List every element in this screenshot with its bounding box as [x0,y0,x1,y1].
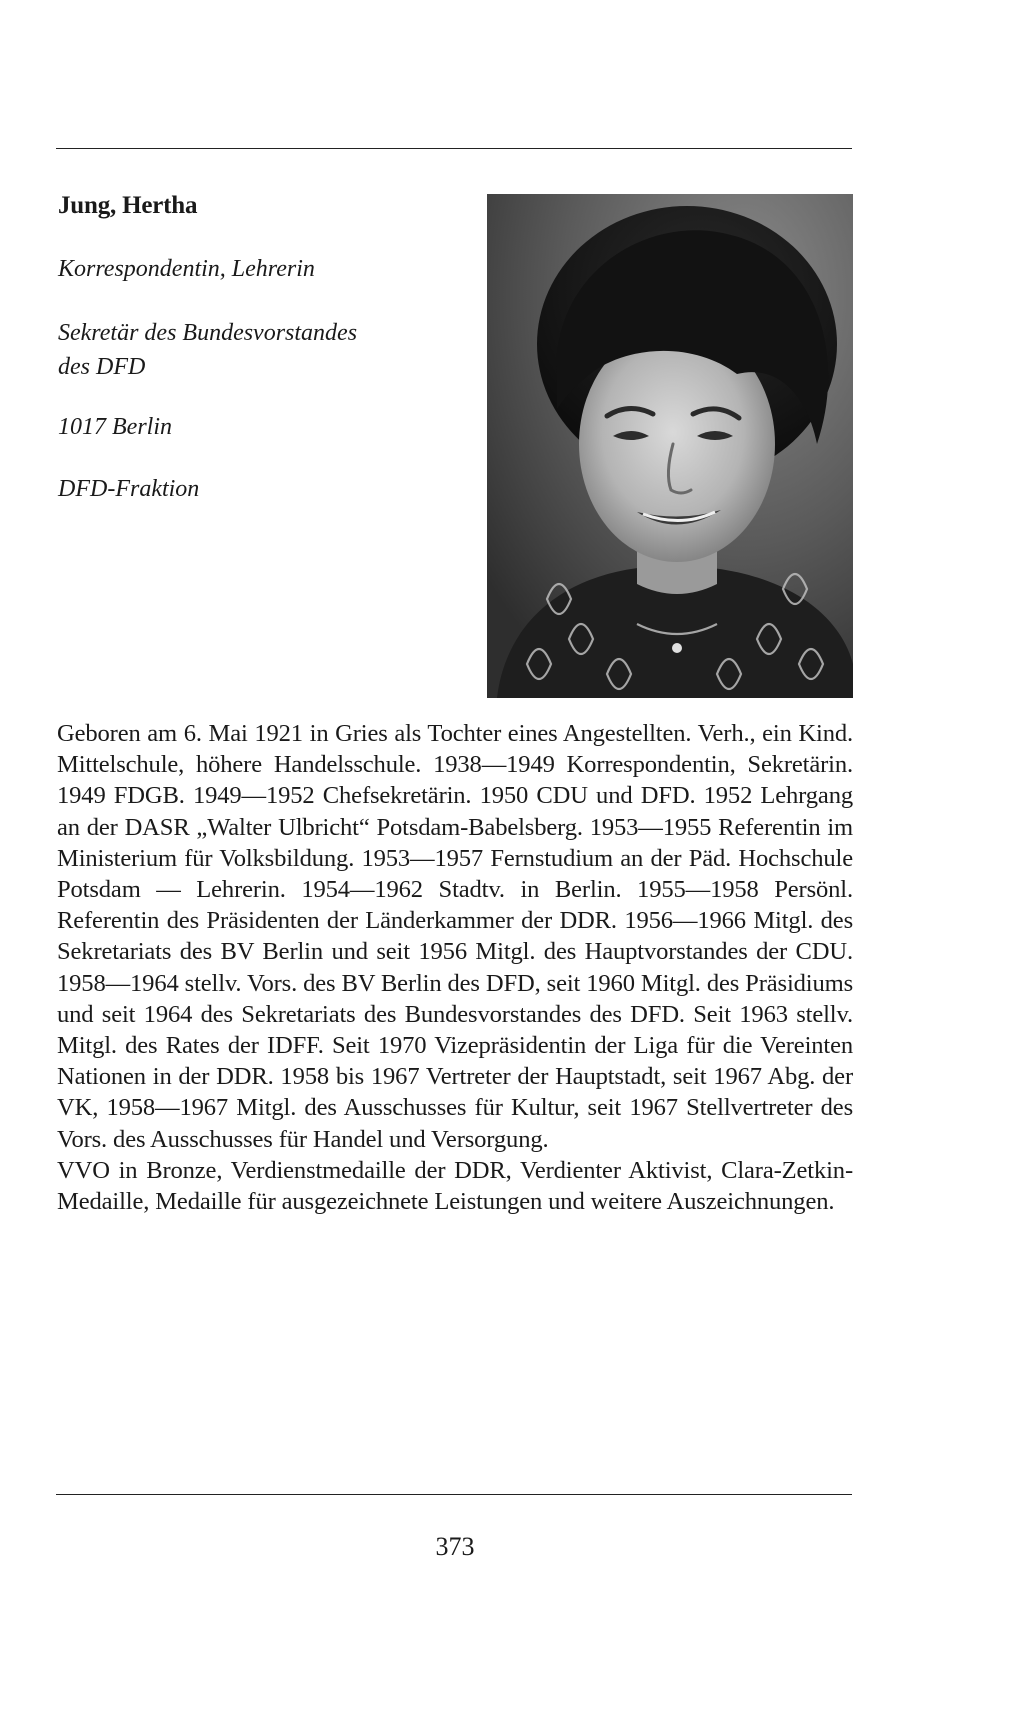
biography-paragraph-awards: VVO in Bronze, Verdienstmedaille der DDR, Verdienter Aktivist, Clara-Zetkin-Medaille, Medaille für ausgezeichnete Leistungen und weitere Auszeichnungen. [57,1156,853,1216]
entry-name: Jung, Hertha [58,192,198,219]
top-rule [56,148,852,149]
bottom-rule [56,1494,852,1495]
entry-position-line2: des DFD [58,354,146,380]
entry-position-line1: Sekretär des Bundesvorstandes [58,320,358,346]
entry-position [58,316,357,384]
portrait-photo [487,194,853,698]
biography-paragraph-career: Geboren am 6. Mai 1921 in Gries als Tochter eines Angestellten. Verh., ein Kind. Mittelschule, höhere Handelsschule. 1938—1949 Korrespondentin, Sekretärin. 1949 FDGB. 1949—1952 Chefsekretärin. 1950 CDU und DFD. 1952 Lehrgang an der DASR „Walter Ulbricht“ Potsdam-Babelsberg. 1953—1955 Referentin im Ministerium für Volksbildung. 1953—1957 Fernstudium an der Päd. Hochschule Potsdam — Lehrerin. 1954—1962 Stadtv. in Berlin. 1955—1958 Persönl. Referentin des Präsidenten der Länderkammer der DDR. 1956—1966 Mitgl. des Sekretariats des BV Berlin und seit 1956 Mitgl. des Hauptvorstandes der CDU. 1958—1964 stellv. Vors. des BV Berlin des DFD, seit 1960 Mitgl. des Präsidiums und seit 1964 des Sekretariats des Bundesvorstandes des DFD. Seit 1963 stellv. Mitgl. des Rates der IDFF. Seit 1970 Vizepräsidentin der Liga für die Vereinten Nationen in der DDR. 1958 bis 1967 Vertreter der Hauptstadt, seit 1967 Abg. der VK, 1958—1967 Mitgl. des Ausschusses für Kultur, seit 1967 Stellvertreter des Vors. des Ausschusses für Handel und Versorgung. [57,720,853,1153]
biography [57,718,853,1217]
portrait-illustration [487,194,853,698]
entry-address: 1017 Berlin [58,414,172,440]
entry-faction: DFD-Fraktion [58,476,200,502]
page-number: 373 [435,1532,475,1561]
entry-profession: Korrespondentin, Lehrerin [58,256,315,282]
